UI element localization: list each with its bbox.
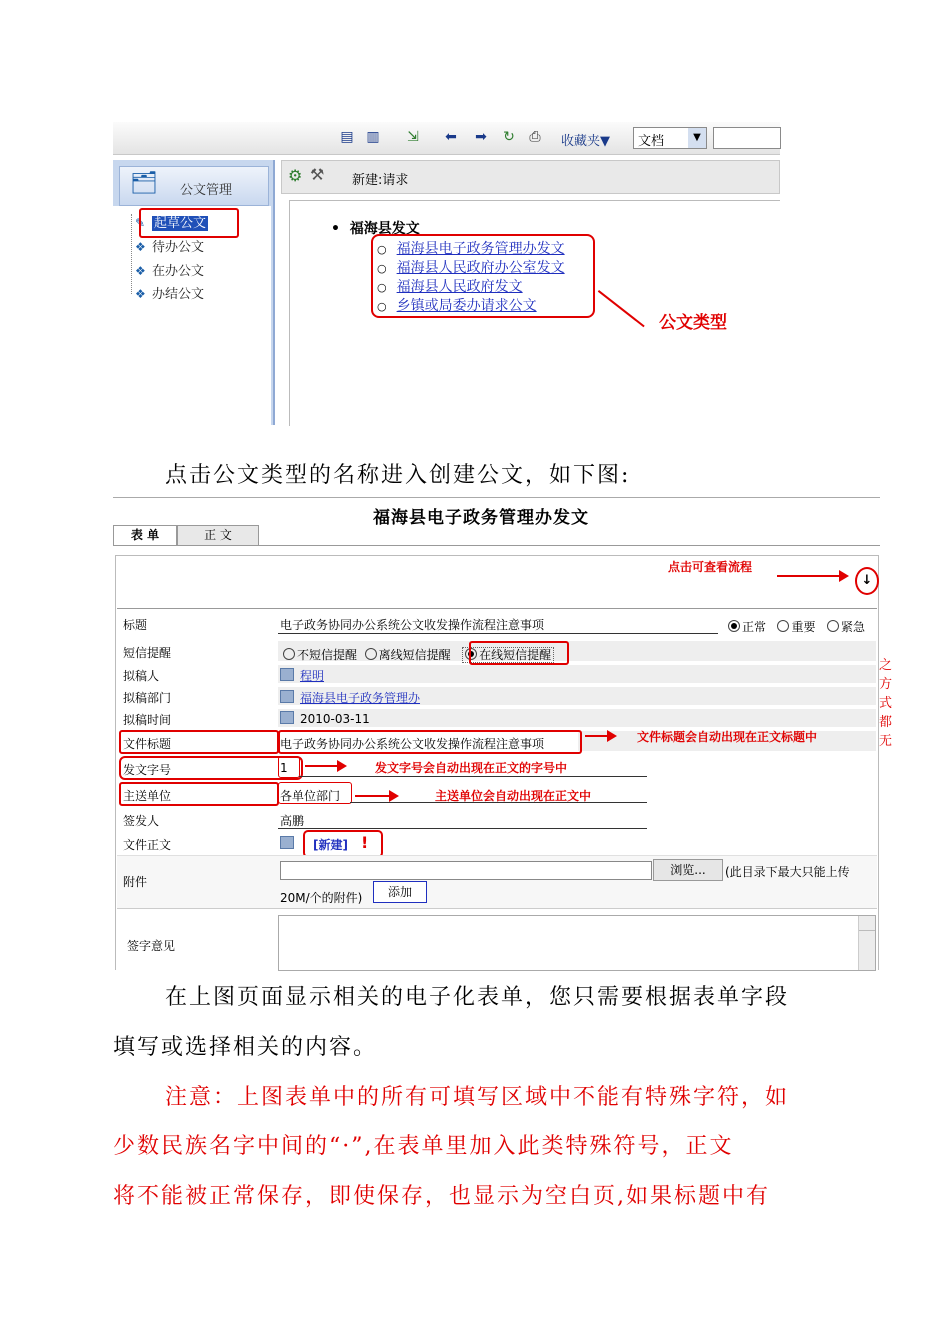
flow-arrow-icon[interactable]: ↓ bbox=[855, 567, 879, 595]
doc-icon: ❖ bbox=[135, 264, 146, 278]
docno-value[interactable]: 1 bbox=[280, 761, 288, 775]
opinion-textarea[interactable] bbox=[278, 915, 876, 971]
list-item: ○ 福海县人民政府发文 bbox=[377, 279, 523, 295]
screenshot-doc-management bbox=[113, 122, 780, 425]
calendar-icon bbox=[280, 711, 294, 724]
tab-form[interactable]: 表 单 bbox=[113, 525, 177, 545]
doc-title-value[interactable]: 电子政务协同办公系统公文收发操作流程注意事项 bbox=[280, 737, 545, 751]
recipient-label: 主送单位 bbox=[123, 789, 172, 803]
exit-icon[interactable]: ⇲ bbox=[407, 129, 419, 145]
drafter-label: 拟稿人 bbox=[123, 669, 160, 683]
sidebar-tree bbox=[113, 206, 271, 425]
person-icon bbox=[280, 668, 294, 681]
file-icon bbox=[280, 836, 294, 849]
tools-icon: ⚒ bbox=[310, 165, 325, 184]
sidebar-item-draft[interactable]: ✎ 起草公文 bbox=[135, 216, 207, 231]
attach-note-2: 20M/个的附件) bbox=[280, 891, 363, 905]
list-view-icon[interactable]: ▤ bbox=[340, 129, 354, 145]
tab-body[interactable]: 正 文 bbox=[177, 525, 259, 545]
back-arrow-icon[interactable]: ⬅ bbox=[445, 129, 457, 145]
list-item: ○ 福海县人民政府办公室发文 bbox=[377, 260, 565, 276]
sms-none[interactable]: 不短信提醒 bbox=[283, 648, 357, 662]
list-item: ○ 福海县电子政务管理办发文 bbox=[377, 241, 565, 257]
sidebar-item-todo[interactable]: ❖ 待办公文 bbox=[135, 240, 205, 255]
sms-offline[interactable]: 离线短信提醒 bbox=[365, 648, 451, 662]
doc-type-link-4[interactable]: 乡镇或局委办请求公文 bbox=[396, 298, 537, 314]
time-label: 拟稿时间 bbox=[123, 713, 172, 727]
docno-label: 发文字号 bbox=[123, 763, 172, 777]
body-new-button[interactable]: [新建] bbox=[313, 838, 348, 852]
refresh-icon[interactable]: ↻ bbox=[503, 129, 515, 145]
cut-off-text: 之方式都无 bbox=[879, 658, 893, 749]
dept-icon bbox=[280, 690, 294, 703]
doc-title-note: 文件标题会自动出现在正文标题中 bbox=[637, 730, 818, 744]
doc-type-link-1[interactable]: 福海县电子政务管理办发文 bbox=[396, 241, 565, 257]
list-item: ○ 乡镇或局委办请求公文 bbox=[377, 298, 537, 314]
main-panel bbox=[281, 160, 780, 425]
screenshot-doc-form bbox=[113, 497, 893, 969]
body-label: 文件正文 bbox=[123, 838, 172, 852]
paragraph-intro: 点击公文类型的名称进入创建公文，如下图: bbox=[165, 463, 631, 488]
attach-note: (此目录下最大只能上传 bbox=[725, 865, 850, 879]
signer-label: 签发人 bbox=[123, 814, 160, 828]
signer-value[interactable]: 高鹏 bbox=[280, 814, 305, 828]
doc-type-link-2[interactable]: 福海县人民政府办公室发文 bbox=[396, 260, 565, 276]
doc-icon: ❖ bbox=[135, 287, 146, 301]
recipient-value[interactable]: 各单位部门 bbox=[280, 789, 341, 803]
doc-icon: ❖ bbox=[135, 240, 146, 254]
chevron-down-icon: ▼ bbox=[688, 128, 706, 148]
docno-note: 发文字号会自动出现在正文的字号中 bbox=[375, 761, 568, 775]
gear-icon: ⚙ bbox=[288, 166, 303, 185]
body-mark: ! bbox=[361, 833, 369, 852]
browse-button[interactable]: 浏览... bbox=[653, 859, 723, 881]
priority-important[interactable]: 重要 bbox=[777, 620, 815, 634]
time-value: 2010-03-11 bbox=[300, 712, 370, 726]
title-value[interactable]: 电子政务协同办公系统公文收发操作流程注意事项 bbox=[280, 618, 545, 632]
sidebar-header: 🗂 公文管理 bbox=[119, 166, 269, 206]
pen-icon: ✎ bbox=[135, 216, 146, 230]
attach-label: 附件 bbox=[123, 875, 148, 889]
highlight-doc-types bbox=[371, 234, 595, 318]
sms-label: 短信提醒 bbox=[123, 646, 172, 660]
priority-normal[interactable]: 正常 bbox=[728, 620, 766, 634]
scrollbar[interactable] bbox=[858, 916, 875, 970]
doc-select[interactable]: 文档 ▼ bbox=[633, 127, 707, 149]
annotation-flow: 点击可查看流程 bbox=[668, 560, 753, 574]
annotation-doc-type: 公文类型 bbox=[659, 313, 727, 333]
print-icon[interactable]: ⎙ bbox=[529, 129, 541, 145]
search-input[interactable] bbox=[713, 127, 781, 149]
opinion-label: 签字意见 bbox=[127, 939, 176, 953]
recipient-note: 主送单位会自动出现在正文中 bbox=[435, 789, 592, 803]
priority-urgent[interactable]: 紧急 bbox=[827, 620, 865, 634]
breadcrumb: 新建:请求 bbox=[352, 173, 409, 188]
attach-file-input[interactable] bbox=[280, 861, 652, 880]
breadcrumb-bar bbox=[281, 160, 780, 194]
doc-title-label: 文件标题 bbox=[123, 737, 172, 751]
sidebar-item-inprogress[interactable]: ❖ 在办公文 bbox=[135, 264, 205, 279]
doc-type-link-3[interactable]: 福海县人民政府发文 bbox=[396, 279, 523, 295]
toolbar bbox=[113, 122, 780, 155]
sidebar bbox=[113, 160, 275, 425]
note-line-1: 注意：上图表单中的所有可填写区域中不能有特殊字符，如 bbox=[165, 1085, 790, 1110]
paragraph-form-desc-1: 在上图页面显示相关的电子化表单，您只需要根据表单字段 bbox=[165, 985, 790, 1010]
favorites-menu[interactable]: 收藏夹▼ bbox=[561, 134, 610, 149]
add-button[interactable]: 添加 bbox=[373, 881, 427, 903]
form-title: 福海县电子政务管理办发文 bbox=[373, 508, 589, 528]
note-line-2: 少数民族名字中间的“·”,在表单里加入此类特殊符号，正文 bbox=[113, 1134, 734, 1159]
highlight-draft bbox=[139, 208, 239, 238]
sms-online[interactable]: 在线短信提醒 bbox=[462, 647, 554, 663]
document-icon[interactable]: ▥ bbox=[366, 129, 380, 145]
note-line-3: 将不能被正常保存，即使保存，也显示为空白页,如果标题中有 bbox=[113, 1184, 770, 1209]
dept-label: 拟稿部门 bbox=[123, 691, 172, 705]
folder-icon: 🗂 bbox=[130, 171, 158, 196]
priority-group bbox=[728, 618, 865, 635]
paragraph-form-desc-2: 填写或选择相关的内容。 bbox=[113, 1035, 378, 1060]
drafter-value[interactable]: 程明 bbox=[300, 669, 325, 683]
title-label: 标题 bbox=[123, 618, 148, 632]
dept-value[interactable]: 福海县电子政务管理办 bbox=[300, 691, 421, 705]
forward-arrow-icon[interactable]: ➡ bbox=[475, 129, 487, 145]
group-title: • 福海县发文 bbox=[331, 221, 420, 237]
sidebar-item-done[interactable]: ❖ 办结公文 bbox=[135, 287, 205, 302]
